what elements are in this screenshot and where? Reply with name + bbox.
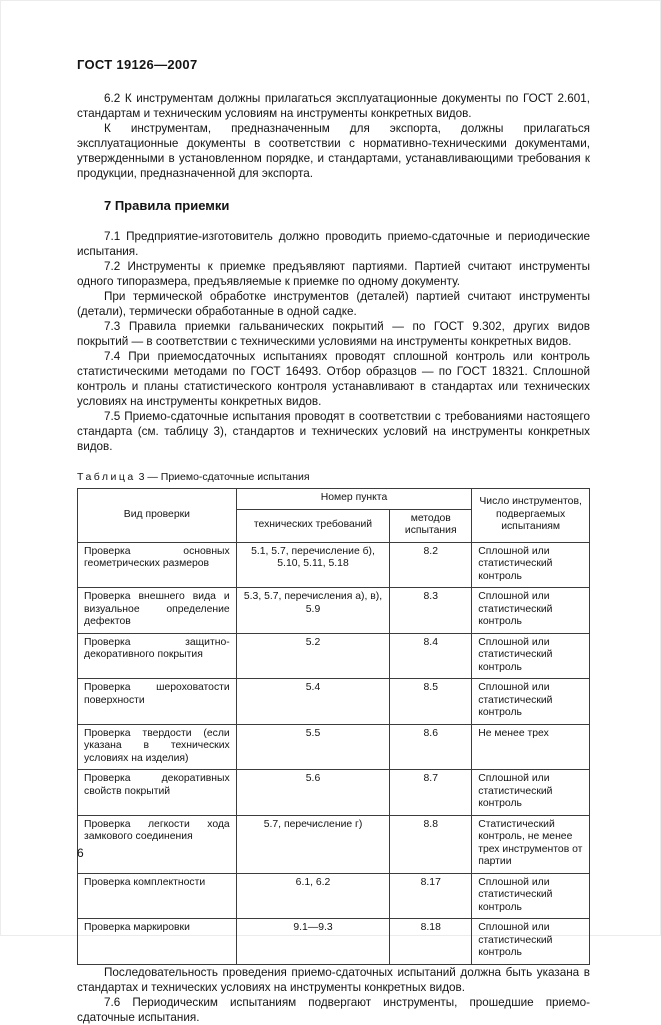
paragraph-7-2: 7.2 Инструменты к приемке предъявляют партиями. Партией считают инструменты одного типоразмера, предъявляемые к приемке по одному документу. (77, 260, 590, 288)
table-row (78, 770, 590, 816)
cell-check: Проверка твердости (если указана в технических условиях на изделия) (78, 724, 237, 770)
cell-count: Не менее трех (472, 724, 590, 770)
cell-method: 8.17 (390, 873, 472, 919)
col-header-tech-requirements: технических требований (236, 509, 390, 542)
acceptance-tests-table (77, 488, 590, 965)
section-7-heading: 7 Правила приемки (104, 198, 230, 213)
cell-count: Сплошной или статистический контроль (472, 770, 590, 816)
page-number: 6 (77, 846, 84, 860)
table-row (78, 588, 590, 634)
paragraph-7-5: 7.5 Приемо-сдаточные испытания проводят в соответствии с требованиями настоящего стандарта (см. таблицу 3), стандартов и технических условий на инструменты конкретных видов. (77, 410, 590, 453)
cell-tech: 5.4 (236, 679, 390, 725)
table-row (78, 919, 590, 965)
cell-count: Сплошной или статистический контроль (472, 542, 590, 588)
cell-count: Сплошной или статистический контроль (472, 679, 590, 725)
cell-method: 8.8 (390, 815, 472, 873)
cell-tech: 5.6 (236, 770, 390, 816)
paragraph-sequence: Последовательность проведения приемо-сдаточных испытаний должна быть указана в стандартах и технических условиях на инструменты конкретных видов. (77, 965, 590, 994)
cell-method: 8.2 (390, 542, 472, 588)
cell-count: Сплошной или статистический контроль (472, 873, 590, 919)
cell-check: Проверка внешнего вида и визуальное определение дефектов (78, 588, 237, 634)
col-header-check-type: Вид проверки (78, 489, 237, 543)
cell-tech: 5.1, 5.7, перечисление б), 5.10, 5.11, 5.18 (236, 542, 390, 588)
cell-method: 8.3 (390, 588, 472, 634)
cell-check: Проверка основных геометрических размеров (78, 542, 237, 588)
cell-method: 8.5 (390, 679, 472, 725)
cell-check: Проверка декоративных свойств покрытий (78, 770, 237, 816)
table-row (78, 724, 590, 770)
cell-method: 8.18 (390, 919, 472, 965)
cell-tech: 6.1, 6.2 (236, 873, 390, 919)
cell-method: 8.6 (390, 724, 472, 770)
paragraph-7-4: 7.4 При приемосдаточных испытаниях проводят сплошной контроль или контроль статистическими методами по ГОСТ 16493. Отбор образцов — по ГОСТ 18321. Сплошной контроль и планы статистического контроля устанавливают в стандартах или технических условиях на инструменты конкретных видов. (77, 350, 590, 408)
table-header-row-1 (78, 489, 590, 510)
cell-method: 8.4 (390, 633, 472, 679)
col-header-test-methods: методов испытания (390, 509, 472, 542)
cell-check: Проверка шероховатости поверхности (78, 679, 237, 725)
table-caption (77, 471, 590, 483)
cell-tech: 5.7, перечисление г) (236, 815, 390, 873)
cell-check: Проверка комплектности (78, 873, 237, 919)
table-row (78, 815, 590, 873)
col-header-tool-count: Число инструментов, подвергаемых испытаниям (472, 489, 590, 543)
paragraph-7-3: 7.3 Правила приемки гальванических покрытий — по ГОСТ 9.302, других видов покрытий — в соответствии с техническими условиями на инструменты конкретных видов. (77, 320, 590, 348)
table-row (78, 633, 590, 679)
document-number: ГОСТ 19126—2007 (77, 57, 198, 72)
cell-check: Проверка защитно-декоративного покрытия (78, 633, 237, 679)
cell-count: Сплошной или статистический контроль (472, 633, 590, 679)
paragraph-7-1: 7.1 Предприятие-изготовитель должно проводить приемо-сдаточные и периодические испытания. (77, 230, 590, 258)
cell-count: Сплошной или статистический контроль (472, 588, 590, 634)
cell-check: Проверка маркировки (78, 919, 237, 965)
cell-tech: 5.2 (236, 633, 390, 679)
cell-tech: 5.3, 5.7, перечисления а), в), 5.9 (236, 588, 390, 634)
paragraph-7-2-thermal: При термической обработке инструментов (деталей) партией считают инструменты (детали), термически обработанные в одной садке. (77, 290, 590, 318)
paragraph-6-2-export: К инструментам, предназначенным для экспорта, должны прилагаться эксплуатационные документы в соответствии с нормативно-техническими документами, утвержденными в установленном порядке, и стандартами, устанавливающими требования к продукции, предназначенной для экспорта. (77, 122, 590, 180)
table-caption-word: Таблица (77, 471, 136, 483)
paragraph-6-2: 6.2 К инструментам должны прилагаться эксплуатационные документы по ГОСТ 2.601, стандартам и техническим условиям на инструменты конкретных видов. (77, 92, 590, 120)
table-row (78, 542, 590, 588)
paragraph-7-6: 7.6 Периодическим испытаниям подвергают инструменты, прошедшие приемо-сдаточные испытания. (77, 995, 590, 1024)
col-header-point-number: Номер пункта (236, 489, 472, 510)
table-body (78, 542, 590, 964)
table-caption-text: 3 — Приемо-сдаточные испытания (138, 471, 310, 483)
cell-tech: 9.1—9.3 (236, 919, 390, 965)
table-row (78, 679, 590, 725)
cell-count: Сплошной или статистический контроль (472, 919, 590, 965)
cell-check: Проверка легкости хода замкового соединения (78, 815, 237, 873)
cell-count: Статистический контроль, не менее трех инструментов от партии (472, 815, 590, 873)
table-row (78, 873, 590, 919)
cell-method: 8.7 (390, 770, 472, 816)
cell-tech: 5.5 (236, 724, 390, 770)
